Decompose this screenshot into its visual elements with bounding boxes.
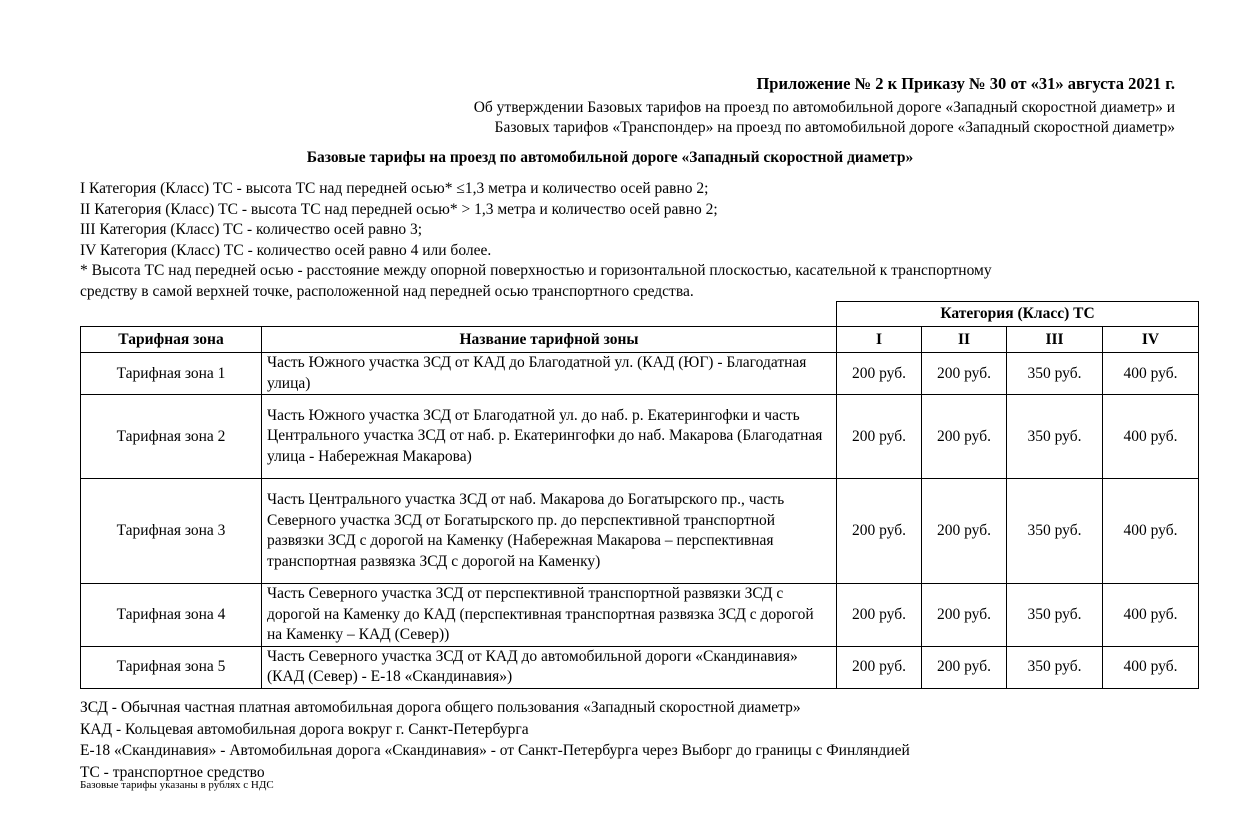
column-header-zone: Тарифная зона bbox=[81, 327, 262, 353]
order-subject-line-1: Об утверждении Базовых тарифов на проезд по автомобильной дороге «Западный скоростной диаметр» и bbox=[473, 99, 1175, 116]
price-cell: 400 руб. bbox=[1103, 646, 1199, 688]
zone-name-cell: Часть Южного участка ЗСД от КАД до Благодатной ул. (КАД (ЮГ) - Благодатная улица) bbox=[262, 353, 837, 395]
table-corner-blank bbox=[81, 302, 837, 327]
price-cell: 200 руб. bbox=[837, 584, 922, 647]
document-title: Базовые тарифы на проезд по автомобильной дороге «Западный скоростной диаметр» bbox=[306, 149, 914, 166]
table-row bbox=[81, 395, 1199, 479]
price-cell: 200 руб. bbox=[922, 479, 1007, 584]
note-line: КАД - Кольцевая автомобильная дорога вокруг г. Санкт-Петербурга bbox=[80, 720, 529, 738]
tariff-table bbox=[80, 301, 1199, 689]
price-cell: 350 руб. bbox=[1007, 395, 1103, 479]
category-group-header: Категория (Класс) ТС bbox=[837, 302, 1199, 327]
category-definition: II Категория (Класс) ТС - высота ТС над передней осью* > 1,3 метра и количество осей равно 2; bbox=[80, 200, 718, 218]
price-cell: 400 руб. bbox=[1103, 353, 1199, 395]
zone-name-cell: Часть Центрального участка ЗСД от наб. Макарова до Богатырского пр., часть Северного участка ЗСД от Богатырского пр. до перспективной транспортной развязки ЗСД с дорогой на Каменку (Набережная Макарова – перспективная транспортная развязка ЗСД с дорогой на Каменку) bbox=[262, 479, 837, 584]
category-definitions bbox=[80, 179, 992, 303]
price-cell: 200 руб. bbox=[837, 353, 922, 395]
category-definition: III Категория (Класс) ТС - количество осей равно 3; bbox=[80, 221, 423, 239]
zone-cell: Тарифная зона 4 bbox=[81, 584, 262, 647]
order-subject-line-2: Базовых тарифов «Транспондер» на проезд по автомобильной дороге «Западный скоростной диаметр» bbox=[494, 119, 1175, 136]
zone-cell: Тарифная зона 5 bbox=[81, 646, 262, 688]
column-header-cat-2: II bbox=[922, 327, 1007, 353]
price-cell: 350 руб. bbox=[1007, 353, 1103, 395]
price-cell: 200 руб. bbox=[922, 353, 1007, 395]
category-definition: I Категория (Класс) ТС - высота ТС над передней осью* ≤1,3 метра и количество осей равно 2; bbox=[80, 180, 709, 197]
height-footnote: средству в самой верхней точке, расположенной над передней осью транспортного средства. bbox=[80, 282, 694, 300]
note-line: ТС - транспортное средство bbox=[80, 763, 265, 781]
note-line: Е-18 «Скандинавия» - Автомобильная дорога «Скандинавия» - от Санкт-Петербурга через Выборг до границы с Финляндией bbox=[80, 742, 910, 759]
price-cell: 200 руб. bbox=[922, 395, 1007, 479]
zone-cell: Тарифная зона 3 bbox=[81, 479, 262, 584]
table-row bbox=[81, 584, 1199, 647]
column-header-cat-4: IV bbox=[1103, 327, 1199, 353]
price-cell: 400 руб. bbox=[1103, 395, 1199, 479]
column-header-cat-3: III bbox=[1007, 327, 1103, 353]
price-cell: 200 руб. bbox=[922, 646, 1007, 688]
table-row bbox=[81, 353, 1199, 395]
column-header-name: Название тарифной зоны bbox=[262, 327, 837, 353]
zone-cell: Тарифная зона 2 bbox=[81, 395, 262, 479]
zone-cell: Тарифная зона 1 bbox=[81, 353, 262, 395]
appendix-title: Приложение № 2 к Приказу № 30 от «31» августа 2021 г. bbox=[756, 74, 1175, 93]
price-cell: 350 руб. bbox=[1007, 584, 1103, 647]
price-cell: 200 руб. bbox=[837, 646, 922, 688]
price-cell: 350 руб. bbox=[1007, 646, 1103, 688]
table-row bbox=[81, 479, 1199, 584]
column-header-cat-1: I bbox=[837, 327, 922, 353]
price-cell: 200 руб. bbox=[922, 584, 1007, 647]
zone-name-cell: Часть Северного участка ЗСД от КАД до автомобильной дороги «Скандинавия» (КАД (Север) - Е-18 «Скандинавия») bbox=[262, 646, 837, 688]
zone-name-cell: Часть Северного участка ЗСД от перспективной транспортной развязки ЗСД с дорогой на Каменку до КАД (перспективная транспортная развязка ЗСД с дорогой на Каменку – КАД (Север)) bbox=[262, 584, 837, 647]
category-definition: IV Категория (Класс) ТС - количество осей равно 4 или более. bbox=[80, 241, 492, 259]
price-cell: 200 руб. bbox=[837, 395, 922, 479]
price-cell: 350 руб. bbox=[1007, 479, 1103, 584]
price-cell: 200 руб. bbox=[837, 479, 922, 584]
abbreviation-notes bbox=[80, 697, 910, 783]
price-cell: 400 руб. bbox=[1103, 479, 1199, 584]
note-line: ЗСД - Обычная частная платная автомобильная дорога общего пользования «Западный скоростной диаметр» bbox=[80, 699, 801, 716]
table-row bbox=[81, 646, 1199, 688]
height-footnote: * Высота ТС над передней осью - расстояние между опорной поверхностью и горизонтальной плоскостью, касательной к транспортному bbox=[80, 262, 992, 280]
price-cell: 400 руб. bbox=[1103, 584, 1199, 647]
zone-name-cell: Часть Южного участка ЗСД от Благодатной ул. до наб. р. Екатерингофки и часть Центрального участка ЗСД от наб. р. Екатерингофки до наб. Макарова (Благодатная улица - Набережная Макарова) bbox=[262, 395, 837, 479]
vat-note: Базовые тарифы указаны в рублях с НДС bbox=[80, 779, 274, 791]
